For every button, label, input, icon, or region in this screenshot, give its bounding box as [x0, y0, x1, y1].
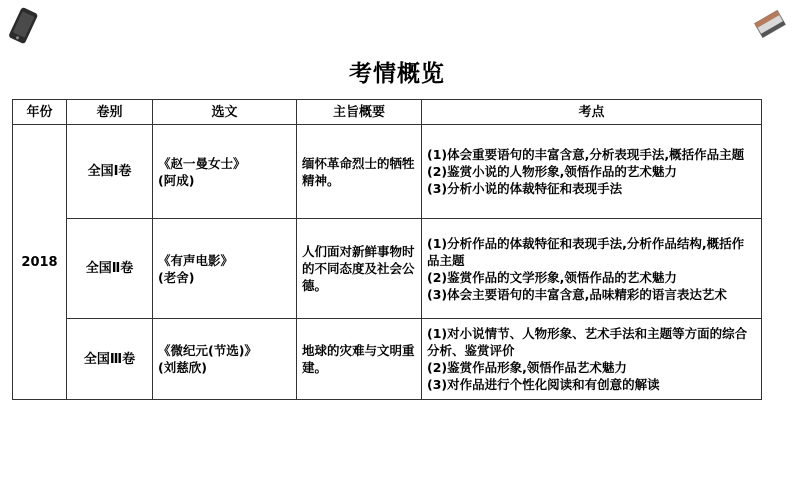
point-item: (1)分析作品的体裁特征和表现手法,分析作品结构,概括作品主题	[427, 235, 745, 268]
point-item: (2)鉴赏作品形象,领悟作品艺术魅力	[427, 360, 627, 375]
selection-cell	[153, 219, 297, 319]
table-row	[13, 319, 762, 400]
year-cell: 2018	[13, 125, 67, 400]
header-gist: 主旨概要	[297, 100, 422, 125]
selection-cell	[153, 319, 297, 400]
volume-cell: 全国Ⅰ卷	[67, 125, 153, 219]
table-row	[13, 219, 762, 319]
phone-icon	[6, 6, 40, 46]
point-item: (2)鉴赏小说的人物形象,领悟作品的艺术魅力	[427, 164, 677, 179]
gist-cell: 地球的灾难与文明重建。	[297, 319, 422, 400]
point-item: (2)鉴赏作品的文学形象,领悟作品的艺术魅力	[427, 269, 677, 285]
table-row	[13, 125, 762, 219]
selection-author: (老舍)	[158, 269, 195, 285]
selection-author: (阿成)	[158, 172, 195, 188]
point-item: (1)体会重要语句的丰富含意,分析表现手法,概括作品主题	[427, 147, 745, 162]
selection-title: 《微纪元(节选)》	[158, 343, 257, 358]
points-cell	[422, 125, 762, 219]
point-item: (3)对作品进行个性化阅读和有创意的解读	[427, 377, 660, 392]
point-item: (3)分析小说的体裁特征和表现手法	[427, 181, 623, 196]
points-cell	[422, 219, 762, 319]
points-cell	[422, 319, 762, 400]
selection-cell	[153, 125, 297, 219]
gist-cell: 人们面对新鲜事物时的不同态度及社会公德。	[297, 219, 422, 319]
header-points: 考点	[422, 100, 762, 125]
volume-cell: 全国Ⅲ卷	[67, 319, 153, 400]
book-icon	[752, 6, 788, 42]
header-selection: 选文	[153, 100, 297, 125]
selection-title: 《赵一曼女士》	[158, 155, 246, 171]
exam-overview-table	[12, 99, 762, 400]
header-year: 年份	[13, 100, 67, 125]
table-header-row	[13, 100, 762, 125]
header-volume: 卷别	[67, 100, 153, 125]
selection-title: 《有声电影》	[158, 252, 234, 268]
point-item: (1)对小说情节、人物形象、艺术手法和主题等方面的综合分析、鉴赏评价	[427, 326, 748, 358]
volume-cell: 全国Ⅱ卷	[67, 219, 153, 319]
gist-cell: 缅怀革命烈士的牺牲精神。	[297, 125, 422, 219]
page-title: 考情概览	[349, 61, 445, 87]
point-item: (3)体会主要语句的丰富含意,品味精彩的语言表达艺术	[427, 286, 727, 302]
selection-author: (刘慈欣)	[158, 360, 207, 375]
